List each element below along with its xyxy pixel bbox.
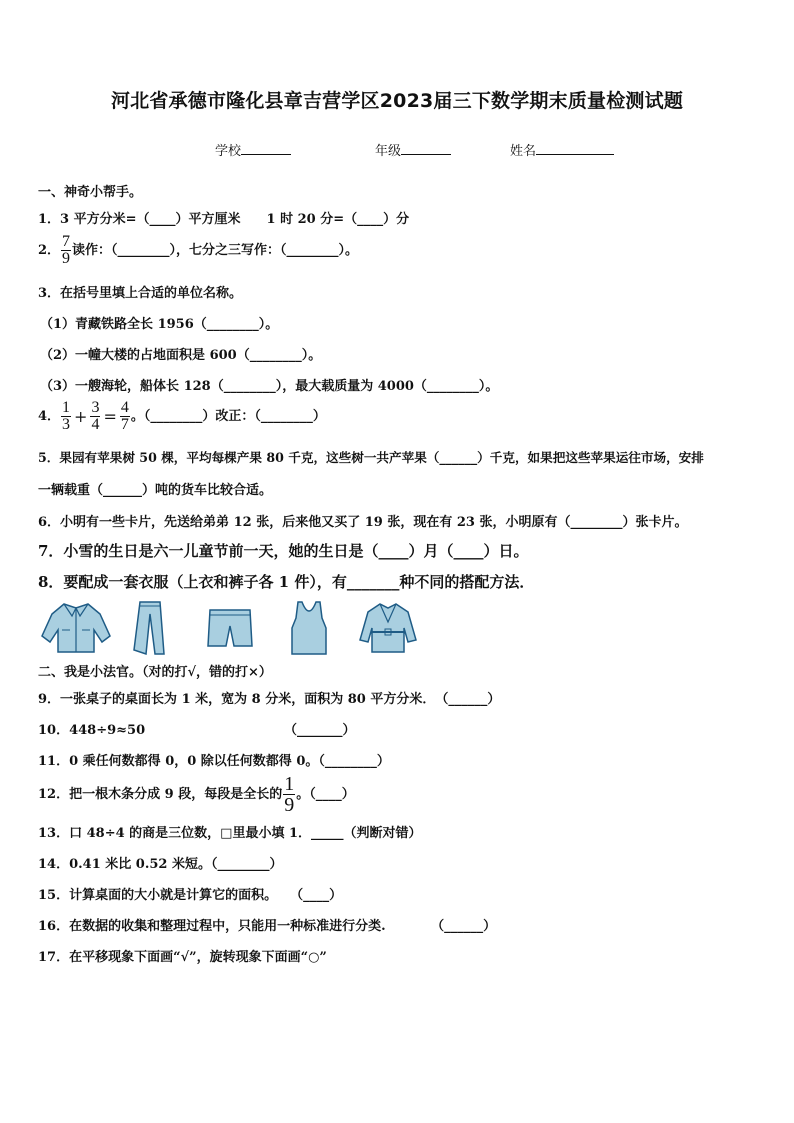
coat-image [358,600,418,656]
q2-fraction [61,234,71,267]
question-5-line2: 一辆载重（______）吨的货车比较合适。 [38,483,273,498]
question-15: 15．计算桌面的大小就是计算它的面积。 （____） [38,888,343,903]
question-3-2: （2）一幢大楼的占地面积是 600（________）。 [40,348,322,363]
q12-frac-numerator: 1 [284,773,295,795]
question-4 [38,400,326,433]
question-11: 11．0 乘任何数都得 0，0 除以任何数都得 0。（________） [38,754,390,769]
q4-f3-numerator: 4 [120,399,129,416]
coat-icon [358,600,418,656]
q4-f1-numerator: 1 [62,399,71,416]
question-8: 8．要配成一套衣服（上衣和裤子各 1 件），有_______种不同的搭配方法． [38,573,535,591]
question-3-1: （1）青藏铁路全长 1956（________）。 [40,317,279,332]
section2-heading: 二、我是小法官。（对的打√，错的打×） [38,665,272,680]
q2-frac-denominator: 9 [62,250,71,267]
name-label: 姓名 [510,144,537,159]
q4-f1-denominator: 3 [62,416,71,433]
name-blank[interactable] [536,140,614,155]
page-title: 河北省承德市隆化县章吉营学区2023届三下数学期末质量检测试题 [110,90,684,112]
q12-tail: 。（____） [296,787,355,802]
question-12 [38,774,355,815]
question-5-line1: 5．果园有苹果树 50 棵，平均每棵产果 80 千克，这些树一共产苹果（______）千克，如果把这些苹果运往市场，安排 [38,450,704,465]
question-10 [38,719,145,738]
question-1: 1．3 平方分米=（____）平方厘米 1 时 20 分=（____）分 [38,212,410,227]
q4-fraction-3 [120,400,130,433]
q10-blank: （_______） [284,723,356,738]
q12-text: 12．把一根木条分成 9 段，每段是全长的 [38,787,283,802]
q2-number: 2． [38,243,61,258]
grade-field [375,140,451,159]
shorts-image [206,600,254,656]
grade-label: 年级 [375,144,402,159]
trousers-image [128,600,168,656]
q4-f2-numerator: 3 [91,399,100,416]
section1-heading: 一、神奇小帮手。 [38,185,143,200]
question-14: 14．0.41 米比 0.52 米短。（________） [38,857,283,872]
q4-plus: + [74,407,88,426]
q4-f3-denominator: 7 [120,416,129,433]
school-field [215,140,291,159]
q4-equals: = [103,407,117,426]
q10-text: 10．448÷9≈50 [38,723,146,738]
q4-number: 4． [38,409,61,424]
question-17: 17．在平移现象下面画“√”，旋转现象下面画“○” [38,950,327,965]
q12-frac-denominator: 9 [284,794,295,816]
q4-fraction-2 [90,400,100,433]
school-label: 学校 [215,144,242,159]
vest-icon [288,600,330,656]
question-2 [38,234,358,267]
trousers-icon [128,600,168,656]
q4-text: 。（________）改正：（________） [130,409,326,424]
q4-f2-denominator: 4 [91,416,100,433]
school-blank[interactable] [241,140,291,155]
q4-fraction-1 [61,400,71,433]
vest-image [288,600,330,656]
question-3: 3．在括号里填上合适的单位名称。 [38,286,243,301]
grade-blank[interactable] [401,140,451,155]
jacket-icon [38,600,114,656]
name-field [510,140,614,159]
q2-text: 读作：（________），七分之三写作：（________）。 [72,243,359,258]
question-6: 6．小明有一些卡片，先送给弟弟 12 张，后来他又买了 19 张，现在有 23 张，小明原有（________）张卡片。 [38,515,688,530]
question-9: 9．一张桌子的桌面长为 1 米，宽为 8 分米，面积为 80 平方分米． （______） [38,692,501,707]
question-7: 7．小雪的生日是六一儿童节前一天，她的生日是（____）月（____）日。 [38,542,529,560]
shorts-icon [206,600,254,656]
q2-frac-numerator: 7 [62,233,71,250]
question-16: 16．在数据的收集和整理过程中，只能用一种标准进行分类. （______） [38,919,497,934]
jacket-image [38,600,114,656]
question-13: 13．口 48÷4 的商是三位数，□里最小填 1．_____（判断对错） [38,826,422,841]
question-3-3: （3）一艘海轮，船体长 128（________），最大载质量为 4000（________）。 [40,379,499,394]
q12-fraction [283,774,295,815]
